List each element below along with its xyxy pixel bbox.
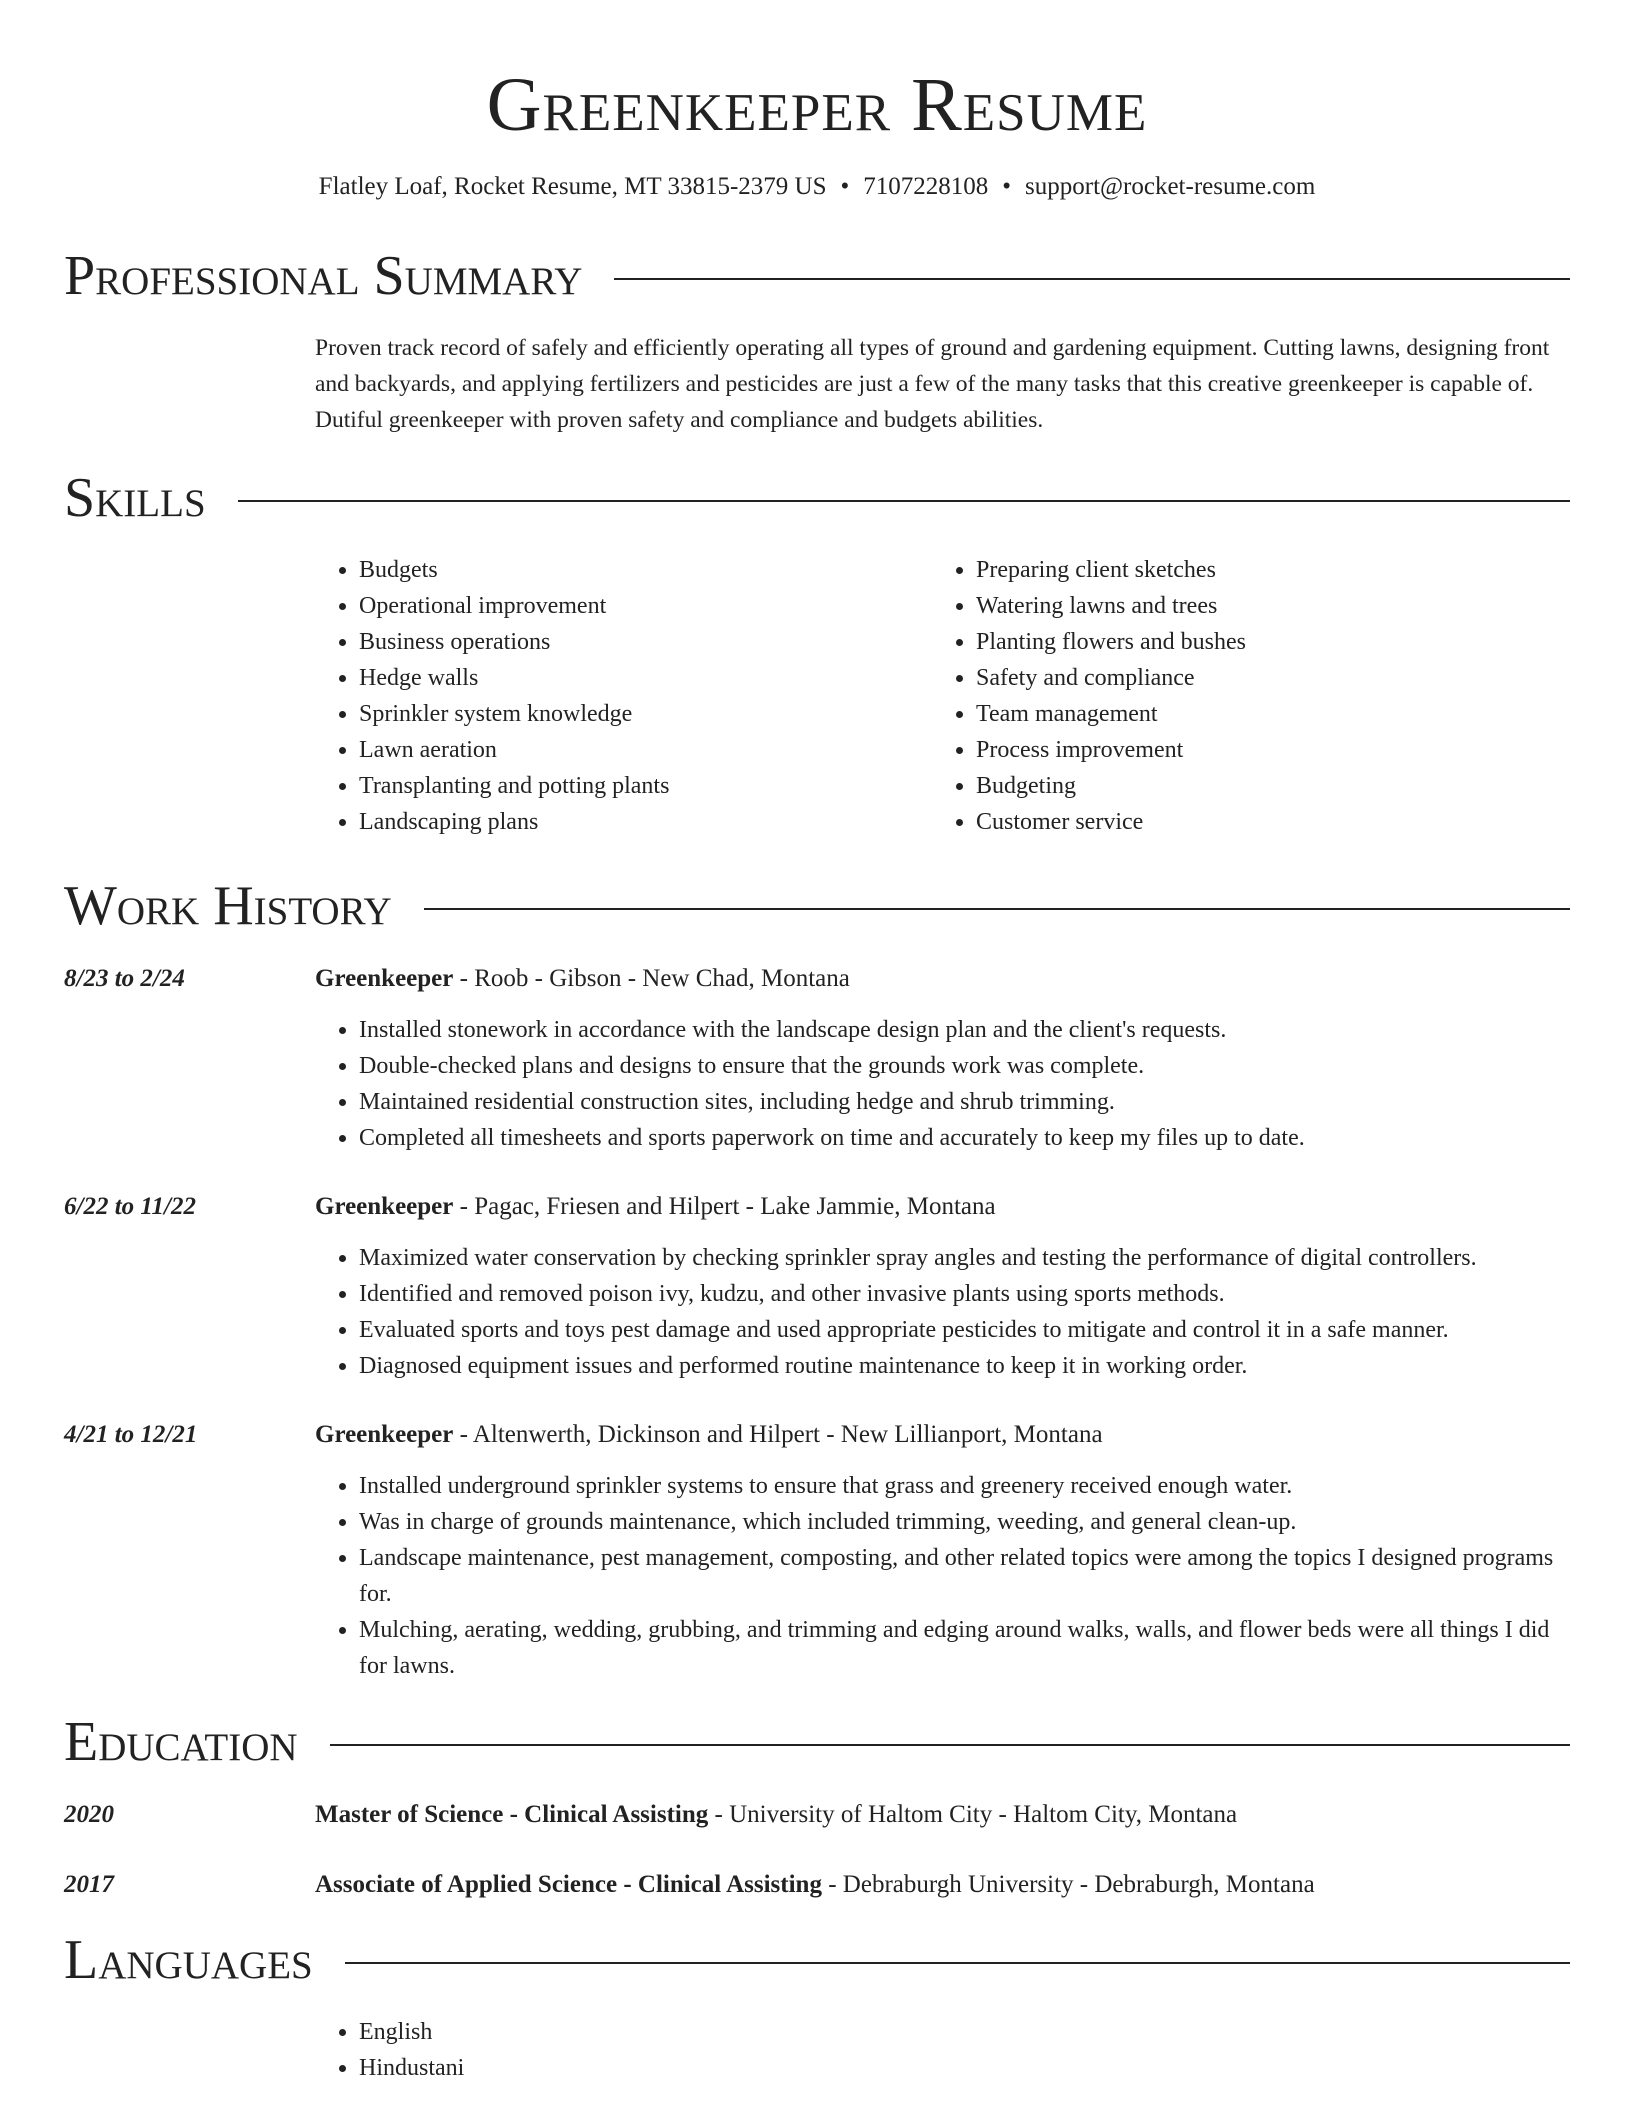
job-body	[315, 1190, 1570, 1384]
education-year: 2020	[64, 1801, 114, 1828]
education-school: - University of Haltom City - Haltom City, Montana	[708, 1801, 1238, 1828]
job-title: Greenkeeper	[315, 965, 454, 992]
job-entry	[64, 1418, 1570, 1684]
job-dates: 4/21 to 12/21	[64, 1421, 198, 1448]
job-dates: 6/22 to 11/22	[64, 1193, 196, 1220]
education-school: - Debraburgh University - Debraburgh, Montana	[821, 1871, 1315, 1898]
section-heading-summary: Professional Summary	[64, 245, 583, 307]
job-entry	[64, 1190, 1570, 1384]
section-rule	[424, 908, 1570, 910]
job-entry	[64, 962, 1570, 1156]
job-bullet: • Landscape maintenance, pest management, composting, and other related topics were among the topics I designed programs for.	[359, 1540, 1570, 1612]
contact-line	[64, 170, 1570, 204]
section-rule	[614, 278, 1570, 280]
skill-item: • Safety and compliance	[976, 660, 1549, 696]
job-bullet: • Maximized water conservation by checking sprinkler spray angles and testing the performance of digital controllers.	[359, 1240, 1570, 1276]
skill-item: • Team management	[976, 696, 1549, 732]
skill-item: • Lawn aeration	[359, 732, 932, 768]
contact-email: support@rocket-resume.com	[1025, 173, 1316, 200]
job-bullet: • Diagnosed equipment issues and performed routine maintenance to keep it in working order.	[359, 1348, 1570, 1384]
job-details: - Altenwerth, Dickinson and Hilpert - New Lillianport, Montana	[453, 1421, 1103, 1448]
section-rule	[345, 1962, 1570, 1964]
skill-item: • Watering lawns and trees	[976, 588, 1549, 624]
skills-section-header	[64, 466, 1570, 530]
job-title: Greenkeeper	[315, 1193, 454, 1220]
summary-section-header	[64, 244, 1570, 308]
skills-column-left	[315, 552, 932, 840]
job-title-line	[315, 962, 1570, 996]
job-details: - Pagac, Friesen and Hilpert - Lake Jammie, Montana	[453, 1193, 996, 1220]
job-bullet: • Was in charge of grounds maintenance, which included trimming, weeding, and general clean-up.	[359, 1504, 1570, 1540]
job-title-line	[315, 1418, 1570, 1452]
job-bullet: • Completed all timesheets and sports paperwork on time and accurately to keep my files up to date.	[359, 1120, 1570, 1156]
section-heading-skills: Skills	[64, 467, 206, 529]
skill-item: • Preparing client sketches	[976, 552, 1549, 588]
job-bullet: • Installed underground sprinkler systems to ensure that grass and greenery received enough water.	[359, 1468, 1570, 1504]
contact-separator: •	[1002, 173, 1012, 200]
section-rule	[330, 1744, 1570, 1746]
job-bullet: • Identified and removed poison ivy, kudzu, and other invasive plants using sports methods.	[359, 1276, 1570, 1312]
resume-title: Greenkeeper Resume	[486, 63, 1148, 147]
language-item: • Hindustani	[359, 2050, 1570, 2086]
skill-item: • Business operations	[359, 624, 932, 660]
language-item: • English	[359, 2014, 1570, 2050]
skill-item: • Process improvement	[976, 732, 1549, 768]
languages-list	[315, 2014, 1570, 2086]
work-section-header	[64, 874, 1570, 938]
section-rule	[238, 500, 1570, 502]
skills-column-right	[932, 552, 1549, 840]
education-section-header	[64, 1710, 1570, 1774]
education-body	[315, 1868, 1315, 1902]
skill-item: • Budgeting	[976, 768, 1549, 804]
skill-item: • Customer service	[976, 804, 1549, 840]
skills-grid	[315, 552, 1570, 840]
education-degree: Master of Science - Clinical Assisting	[315, 1801, 709, 1828]
job-bullet: • Maintained residential construction sites, including hedge and shrub trimming.	[359, 1084, 1570, 1120]
job-dates: 8/23 to 2/24	[64, 965, 185, 992]
education-degree: Associate of Applied Science - Clinical Assisting	[315, 1871, 822, 1898]
job-title: Greenkeeper	[315, 1421, 454, 1448]
skill-item: • Planting flowers and bushes	[976, 624, 1549, 660]
job-body	[315, 962, 1570, 1156]
job-title-line	[315, 1190, 1570, 1224]
contact-address: Flatley Loaf, Rocket Resume, MT 33815-2379 US	[318, 173, 827, 200]
contact-phone: 7107228108	[863, 173, 989, 200]
job-body	[315, 1418, 1570, 1684]
job-bullet: • Double-checked plans and designs to ensure that the grounds work was complete.	[359, 1048, 1570, 1084]
languages-section-header	[64, 1928, 1570, 1992]
education-entry	[64, 1868, 1570, 1902]
contact-separator: •	[840, 173, 850, 200]
job-bullet: • Installed stonework in accordance with the landscape design plan and the client's requests.	[359, 1012, 1570, 1048]
job-details: - Roob - Gibson - New Chad, Montana	[453, 965, 850, 992]
education-entry	[64, 1798, 1570, 1832]
skill-item: • Budgets	[359, 552, 932, 588]
section-heading-education: Education	[64, 1711, 298, 1773]
job-bullet: • Mulching, aerating, wedding, grubbing, and trimming and edging around walks, walls, and flower beds were all things I did for lawns.	[359, 1612, 1570, 1684]
education-body	[315, 1798, 1237, 1832]
education-year: 2017	[64, 1871, 114, 1898]
skill-item: • Transplanting and potting plants	[359, 768, 932, 804]
summary-text: Proven track record of safely and efficiently operating all types of ground and gardening equipment. Cutting lawns, designing front and backyards, and applying fertilizers and pesticides are just a few of the many tasks that this creative greenkeeper is capable of. Dutiful greenkeeper with proven safety and compliance and budgets abilities.	[315, 335, 1550, 433]
section-heading-work: Work History	[64, 875, 392, 937]
skill-item: • Landscaping plans	[359, 804, 932, 840]
skill-item: • Operational improvement	[359, 588, 932, 624]
skill-item: • Hedge walls	[359, 660, 932, 696]
section-heading-languages: Languages	[64, 1929, 313, 1991]
job-bullet: • Evaluated sports and toys pest damage and used appropriate pesticides to mitigate and control it in a safe manner.	[359, 1312, 1570, 1348]
skill-item: • Sprinkler system knowledge	[359, 696, 932, 732]
